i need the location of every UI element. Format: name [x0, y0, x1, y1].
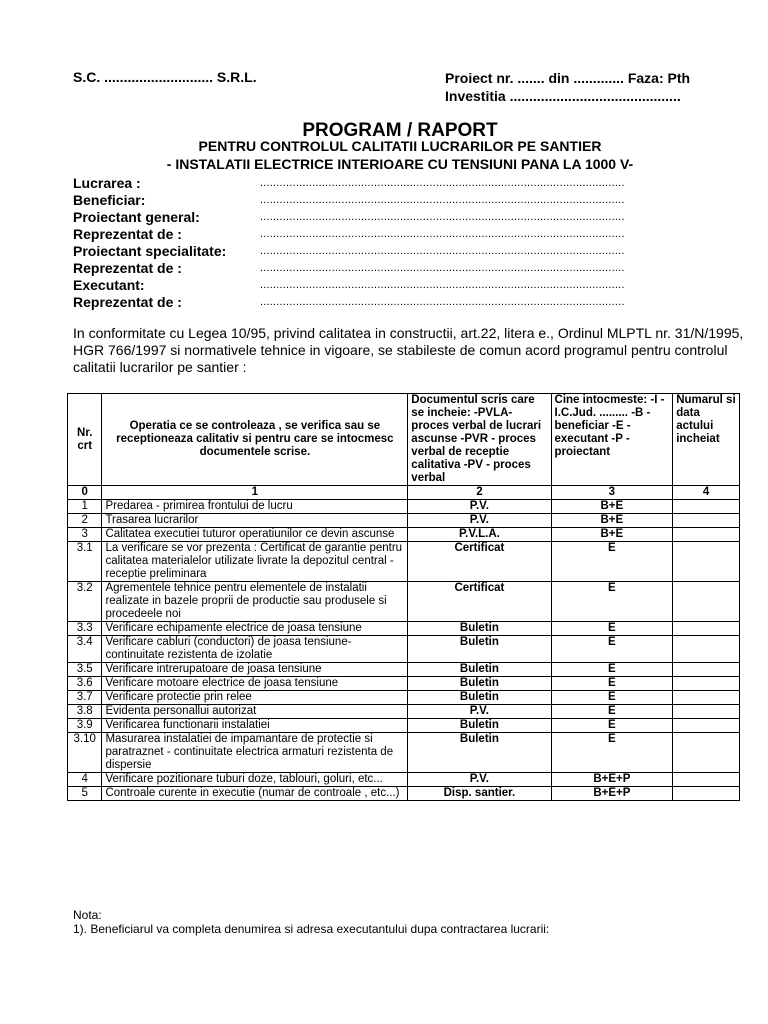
company-line: S.C. ............................ S.R.L. [73, 69, 257, 85]
row-numarul [673, 542, 740, 582]
table-row [68, 773, 740, 787]
table-row [68, 663, 740, 677]
column-index: 2 [408, 486, 551, 500]
field-label: Reprezentat de : [73, 226, 182, 242]
row-cine: B+E+P [551, 787, 673, 801]
project-line: Proiect nr. ....... din ............. Faza: Pth [445, 70, 691, 86]
row-document: P.V. [408, 773, 551, 787]
row-nr: 3 [68, 528, 102, 542]
row-cine: E [551, 719, 673, 733]
row-cine: E [551, 622, 673, 636]
table-row [68, 636, 740, 663]
investment-line: Investitia ............................................ [445, 88, 681, 104]
field-dots: ................................................................................................................ [260, 194, 625, 206]
field-dots: ................................................................................................................ [260, 228, 625, 240]
field-label: Proiectant specialitate: [73, 243, 227, 259]
column-index: 3 [551, 486, 673, 500]
row-cine: E [551, 636, 673, 663]
field-dots: ................................................................................................................ [260, 262, 625, 274]
row-operatia: Evidenta personallui autorizat [102, 705, 408, 719]
table-header-row [68, 394, 740, 486]
table-row [68, 582, 740, 622]
field-dots: ................................................................................................................ [260, 296, 625, 308]
row-document: Disp. santier. [408, 787, 551, 801]
row-cine: B+E [551, 514, 673, 528]
row-numarul [673, 719, 740, 733]
row-nr: 3.2 [68, 582, 102, 622]
row-numarul [673, 705, 740, 719]
row-document: Buletin [408, 622, 551, 636]
row-document: Certificat [408, 582, 551, 622]
row-document: P.V.L.A. [408, 528, 551, 542]
intro-paragraph: In conformitate cu Legea 10/95, privind calitatea in constructii, art.22, litera e., Ordinul MLPTL nr. 31/N/1995, HGR 766/1997 si normativele tehnice in vigoare, se stabileste de comun acord programul pentru controlul calitatii lucrarilor pe santier : [73, 325, 744, 375]
row-nr: 2 [68, 514, 102, 528]
project-header [445, 69, 690, 105]
row-document: P.V. [408, 500, 551, 514]
header-nr: Nr. crt [68, 394, 102, 486]
row-operatia: Masurarea instalatiei de impamantare de protectie si paratraznet - continuitate electrica armaturi rezistenta de dispersie [102, 733, 408, 773]
field-row [73, 277, 625, 294]
row-cine: E [551, 582, 673, 622]
header-numarul: Numarul si data actului incheiat [673, 394, 740, 486]
row-cine: B+E [551, 500, 673, 514]
field-label: Proiectant general: [73, 209, 200, 225]
field-row [73, 294, 625, 311]
row-operatia: Verificare cabluri (conductori) de joasa tensiune-continuitate rezistenta de izolatie [102, 636, 408, 663]
row-numarul [673, 733, 740, 773]
row-cine: E [551, 677, 673, 691]
table-row [68, 500, 740, 514]
row-operatia: Trasarea lucrarilor [102, 514, 408, 528]
column-index: 1 [102, 486, 408, 500]
row-numarul [673, 622, 740, 636]
row-nr: 3.10 [68, 733, 102, 773]
table-row [68, 691, 740, 705]
field-label: Beneficiar: [73, 192, 146, 208]
table-row [68, 528, 740, 542]
row-document: Buletin [408, 719, 551, 733]
header-operatia: Operatia ce se controleaza , se verifica sau se receptioneaza calitativ si pentru care se intocmesc documentele scrise. [102, 394, 408, 486]
header-document: Documentul scris care se incheie: -PVLA-proces verbal de lucrari ascunse -PVR - proces verbal de receptie calitativa -PV - proces verbal [408, 394, 551, 486]
table-row [68, 514, 740, 528]
row-operatia: Calitatea executiei tuturor operatiunilor ce devin ascunse [102, 528, 408, 542]
row-operatia: Verificare protectie prin relee [102, 691, 408, 705]
row-operatia: Controale curente in executie (numar de controale , etc...) [102, 787, 408, 801]
row-nr: 1 [68, 500, 102, 514]
column-index-row [68, 486, 740, 500]
row-numarul [673, 677, 740, 691]
row-document: Buletin [408, 733, 551, 773]
field-label: Reprezentat de : [73, 294, 182, 310]
row-nr: 3.9 [68, 719, 102, 733]
row-operatia: Verificare pozitionare tuburi doze, tablouri, goluri, etc... [102, 773, 408, 787]
header-cine: Cine intocmeste: -I - I.C.Jud. ......... -B - beneficiar -E - executant -P - proiectant [551, 394, 673, 486]
row-operatia: Predarea - primirea frontului de lucru [102, 500, 408, 514]
document-subtitle-2: - INSTALATII ELECTRICE INTERIOARE CU TENSIUNI PANA LA 1000 V- [166, 156, 634, 172]
row-document: Buletin [408, 677, 551, 691]
row-cine: B+E+P [551, 773, 673, 787]
row-document: Certificat [408, 542, 551, 582]
row-document: Buletin [408, 663, 551, 677]
footnote-text: 1). Beneficiarul va completa denumirea si adresa executantului dupa contractarea lucrarii: [73, 922, 550, 936]
field-row [73, 260, 625, 277]
table-row [68, 677, 740, 691]
row-cine: E [551, 705, 673, 719]
field-row [73, 243, 625, 260]
field-row [73, 226, 625, 243]
row-numarul [673, 636, 740, 663]
row-nr: 3.8 [68, 705, 102, 719]
row-numarul [673, 663, 740, 677]
field-label: Lucrarea : [73, 175, 141, 191]
column-index: 4 [673, 486, 740, 500]
row-operatia: Verificare motoare electrice de joasa tensiune [102, 677, 408, 691]
footnote-label: Nota: [73, 908, 102, 922]
table-row [68, 719, 740, 733]
field-row [73, 209, 625, 226]
row-nr: 3.3 [68, 622, 102, 636]
table-row [68, 705, 740, 719]
row-nr: 3.5 [68, 663, 102, 677]
row-cine: B+E [551, 528, 673, 542]
field-dots: ................................................................................................................ [260, 245, 625, 257]
row-numarul [673, 514, 740, 528]
field-dots: ................................................................................................................ [260, 211, 625, 223]
document-subtitle-1: PENTRU CONTROLUL CALITATII LUCRARILOR PE SANTIER [198, 138, 602, 154]
row-operatia: Verificare intrerupatoare de joasa tensiune [102, 663, 408, 677]
quality-control-table [67, 393, 740, 801]
row-operatia: La verificare se vor prezenta : Certificat de garantie pentru calitatea materialelor utilizate livrate la depozitul central - receptie preliminara [102, 542, 408, 582]
row-numarul [673, 528, 740, 542]
table-row [68, 787, 740, 801]
table-row [68, 542, 740, 582]
row-operatia: Verificarea functionarii instalatiei [102, 719, 408, 733]
row-cine: E [551, 733, 673, 773]
row-operatia: Agrementele tehnice pentru elementele de instalatii realizate in bazele proprii de productie sau produsele si procedeele noi [102, 582, 408, 622]
row-numarul [673, 787, 740, 801]
row-document: P.V. [408, 514, 551, 528]
footnote [73, 908, 549, 936]
row-nr: 3.7 [68, 691, 102, 705]
field-dots: ................................................................................................................ [260, 279, 625, 291]
row-nr: 5 [68, 787, 102, 801]
row-document: Buletin [408, 636, 551, 663]
row-cine: E [551, 663, 673, 677]
row-numarul [673, 691, 740, 705]
document-title: PROGRAM / RAPORT [302, 120, 498, 141]
row-document: P.V. [408, 705, 551, 719]
row-nr: 3.6 [68, 677, 102, 691]
field-dots: ................................................................................................................ [260, 177, 625, 189]
field-row [73, 175, 625, 192]
row-nr: 3.1 [68, 542, 102, 582]
row-operatia: Verificare echipamente electrice de joasa tensiune [102, 622, 408, 636]
field-row [73, 192, 625, 209]
project-fields [73, 175, 625, 311]
row-numarul [673, 773, 740, 787]
row-numarul [673, 500, 740, 514]
row-numarul [673, 582, 740, 622]
row-cine: E [551, 691, 673, 705]
row-cine: E [551, 542, 673, 582]
row-nr: 4 [68, 773, 102, 787]
table-row [68, 622, 740, 636]
column-index: 0 [68, 486, 102, 500]
field-label: Executant: [73, 277, 145, 293]
row-document: Buletin [408, 691, 551, 705]
field-label: Reprezentat de : [73, 260, 182, 276]
table-row [68, 733, 740, 773]
row-nr: 3.4 [68, 636, 102, 663]
